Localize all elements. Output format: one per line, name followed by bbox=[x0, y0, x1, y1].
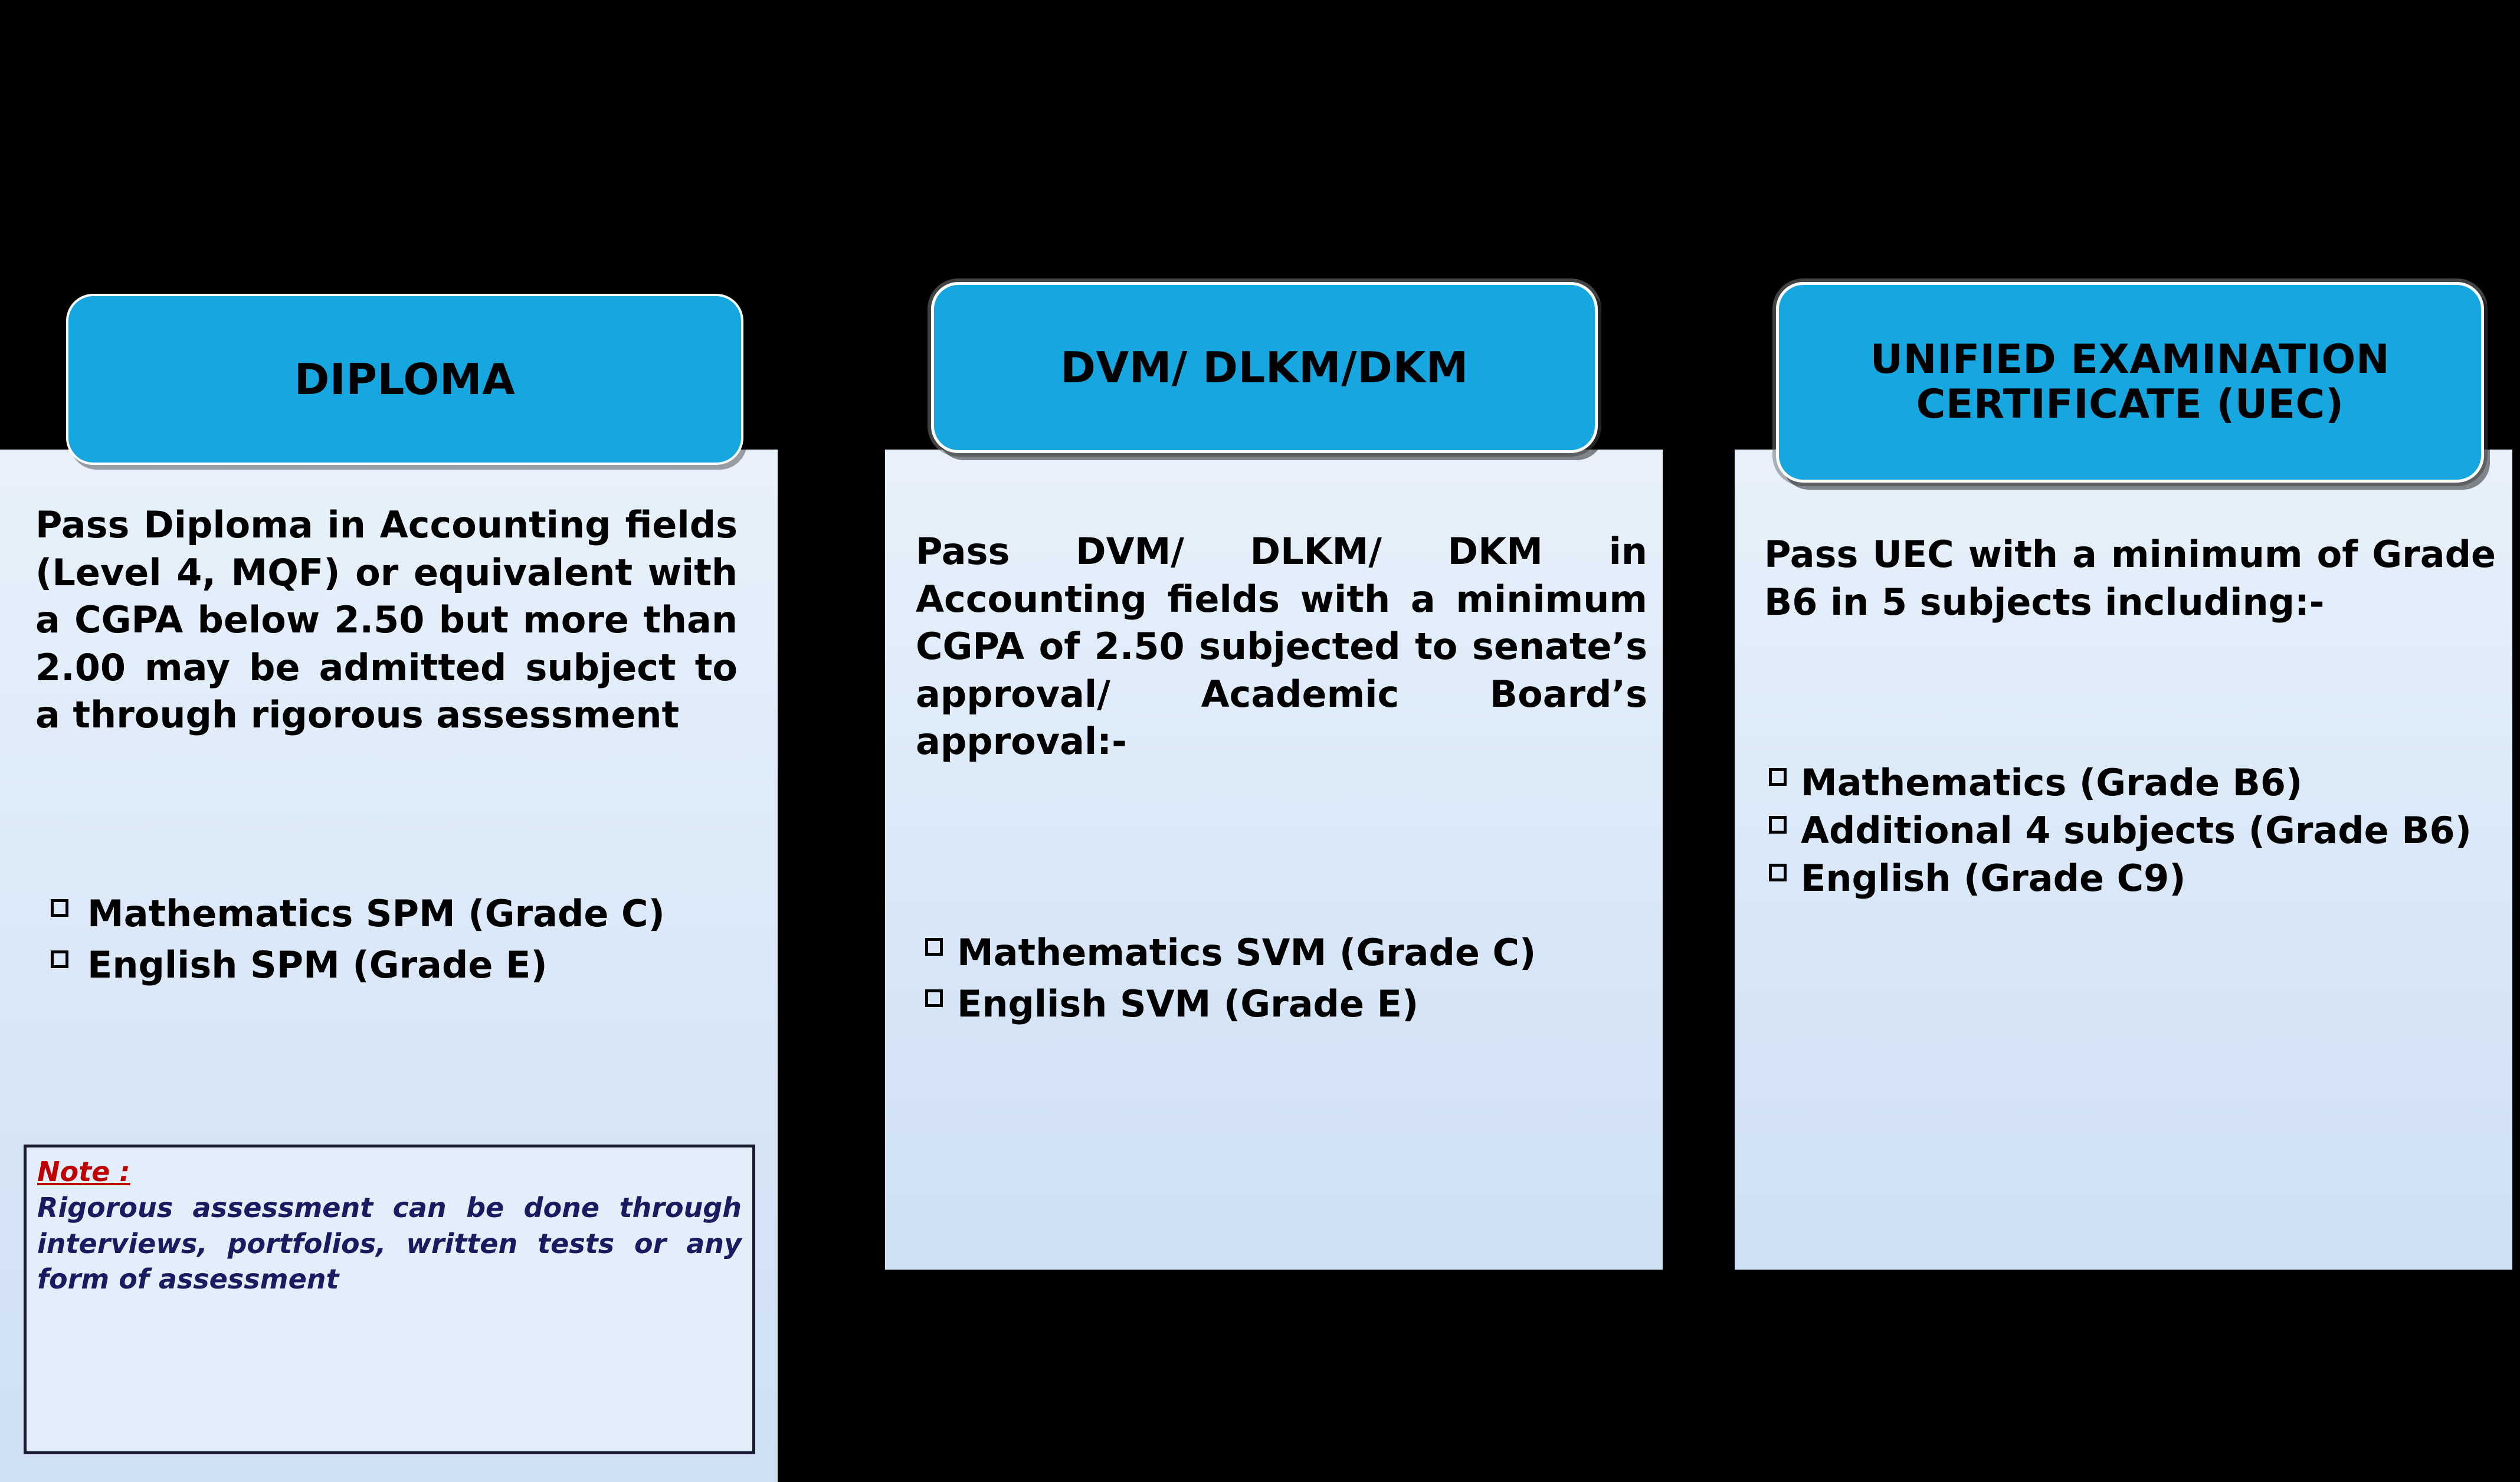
list-item bbox=[46, 892, 736, 935]
checkbox-square-icon bbox=[51, 899, 68, 917]
bullet-label: Mathematics (Grade B6) bbox=[1801, 761, 2303, 804]
checkbox-square-icon bbox=[1769, 864, 1787, 881]
checkbox-square-icon bbox=[925, 938, 943, 956]
header-label-uec: UNIFIED EXAMINATION CERTIFICATE (UEC) bbox=[1870, 336, 2390, 428]
bullet-label: English SPM (Grade E) bbox=[87, 943, 548, 986]
list-item bbox=[920, 982, 1652, 1025]
header-pill-uec bbox=[1776, 282, 2484, 483]
paragraph-uec bbox=[1764, 531, 2496, 626]
paragraph-text-uec: Pass UEC with a minimum of Grade B6 in 5 subjects including:- bbox=[1764, 533, 2496, 624]
bullet-list-uec bbox=[1764, 761, 2502, 901]
list-item bbox=[1764, 857, 2502, 900]
note-body: Rigorous assessment can be done through interviews, portfolios, written tests or any form of assessment bbox=[37, 1192, 742, 1296]
list-item bbox=[1764, 809, 2502, 852]
bullet-label: English SVM (Grade E) bbox=[957, 982, 1419, 1025]
checkbox-square-icon bbox=[925, 989, 943, 1007]
bullet-list-dvm bbox=[920, 931, 1652, 1027]
bullet-label: Mathematics SPM (Grade C) bbox=[87, 892, 665, 935]
header-label-dvm: DVM/ DLKM/DKM bbox=[1060, 342, 1469, 392]
bullet-label: Additional 4 subjects (Grade B6) bbox=[1801, 809, 2472, 852]
paragraph-dvm bbox=[916, 528, 1647, 766]
paragraph-text-dvm: Pass DVM/ DLKM/ DKM in Accounting fields with a minimum CGPA of 2.50 subjected to senate’s approval/ Academic Board’s approval:- bbox=[916, 530, 1647, 763]
list-item bbox=[1764, 761, 2502, 804]
header-pill-diploma bbox=[66, 294, 743, 465]
list-item bbox=[46, 943, 736, 986]
note-box-diploma bbox=[24, 1145, 755, 1454]
bullet-list-diploma bbox=[46, 892, 736, 988]
list-item bbox=[920, 931, 1652, 974]
paragraph-text-diploma: Pass Diploma in Accounting fields (Level 4, MQF) or equivalent with a CGPA below 2.50 but more than 2.00 may be admitted subject to a through rigorous assessment bbox=[35, 503, 738, 737]
header-pill-dvm bbox=[931, 282, 1598, 453]
checkbox-square-icon bbox=[51, 950, 68, 968]
bullet-label: English (Grade C9) bbox=[1801, 857, 2186, 900]
checkbox-square-icon bbox=[1769, 816, 1787, 834]
header-label-diploma: DIPLOMA bbox=[294, 354, 516, 404]
checkbox-square-icon bbox=[1769, 768, 1787, 786]
note-title: Note : bbox=[37, 1156, 130, 1188]
paragraph-diploma bbox=[35, 501, 738, 739]
bullet-label: Mathematics SVM (Grade C) bbox=[957, 931, 1536, 974]
